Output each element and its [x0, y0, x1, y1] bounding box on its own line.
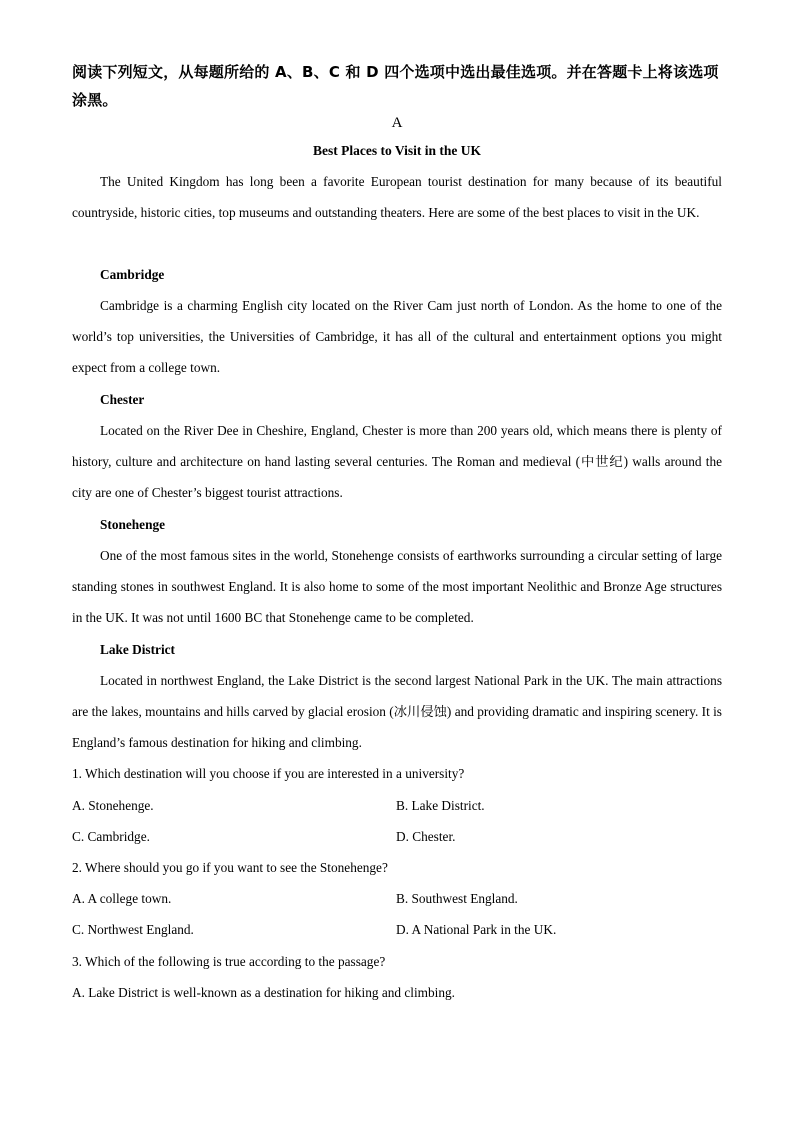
section-text-chester: Located on the River Dee in Cheshire, England, Chester is more than 200 years old, which means there is plenty of history, culture and architecture on hand lasting several centuries. The Roman and medieval (中世纪) walls around the city are one of Chester’s biggest tourist attractions.	[72, 423, 722, 501]
intro-paragraph: The United Kingdom has long been a favorite European tourist destination for many because of its beautiful countryside, historic cities, top museums and outstanding theaters. Here are some of the best places to visit in the UK.	[72, 174, 722, 221]
reading-instruction: 阅读下列短文，从每题所给的 A、B、C 和 D 四个选项中选出最佳选项。并在答题卡上将该选项涂黑。	[72, 63, 719, 109]
passage-title: Best Places to Visit in the UK	[313, 143, 481, 158]
question-2-option-c: C. Northwest England.	[72, 922, 194, 937]
question-1-option-a: A. Stonehenge.	[72, 798, 154, 813]
question-3-stem: 3. Which of the following is true according to the passage?	[72, 954, 386, 969]
section-text-cambridge: Cambridge is a charming English city located on the River Cam just north of London. As the home to one of the world’s top universities, the Universities of Cambridge, it has all of the cultural and entertainment options you might expect from a college town.	[72, 298, 722, 376]
section-letter: A	[391, 115, 403, 131]
question-3-option-a: A. Lake District is well-known as a destination for hiking and climbing.	[72, 985, 455, 1000]
section-heading-lake-district: Lake District	[100, 642, 175, 657]
section-heading-stonehenge: Stonehenge	[100, 517, 166, 532]
section-text-stonehenge: One of the most famous sites in the world, Stonehenge consists of earthworks surrounding a circular setting of large standing stones in southwest England. It is also home to some of the most important Neolithic and Bronze Age structures in the UK. It was not until 1600 BC that Stonehenge came to be completed.	[72, 548, 722, 626]
section-heading-chester: Chester	[100, 392, 145, 407]
question-1-option-b: B. Lake District.	[396, 798, 485, 813]
question-2-stem: 2. Where should you go if you want to see the Stonehenge?	[72, 860, 388, 875]
section-heading-cambridge: Cambridge	[100, 267, 165, 282]
section-text-lake-district: Located in northwest England, the Lake District is the second largest National Park in the UK. The main attractions are the lakes, mountains and hills carved by glacial erosion (冰川侵蚀) and providing dramatic and inspiring scenery. It is England’s famous destination for hiking and climbing.	[72, 673, 722, 751]
question-2-option-d: D. A National Park in the UK.	[396, 922, 557, 937]
question-1-option-d: D. Chester.	[396, 829, 456, 844]
question-1-stem: 1. Which destination will you choose if you are interested in a university?	[72, 766, 465, 781]
question-2-option-a: A. A college town.	[72, 891, 172, 906]
question-2-option-b: B. Southwest England.	[396, 891, 518, 906]
question-1-option-c: C. Cambridge.	[72, 829, 150, 844]
